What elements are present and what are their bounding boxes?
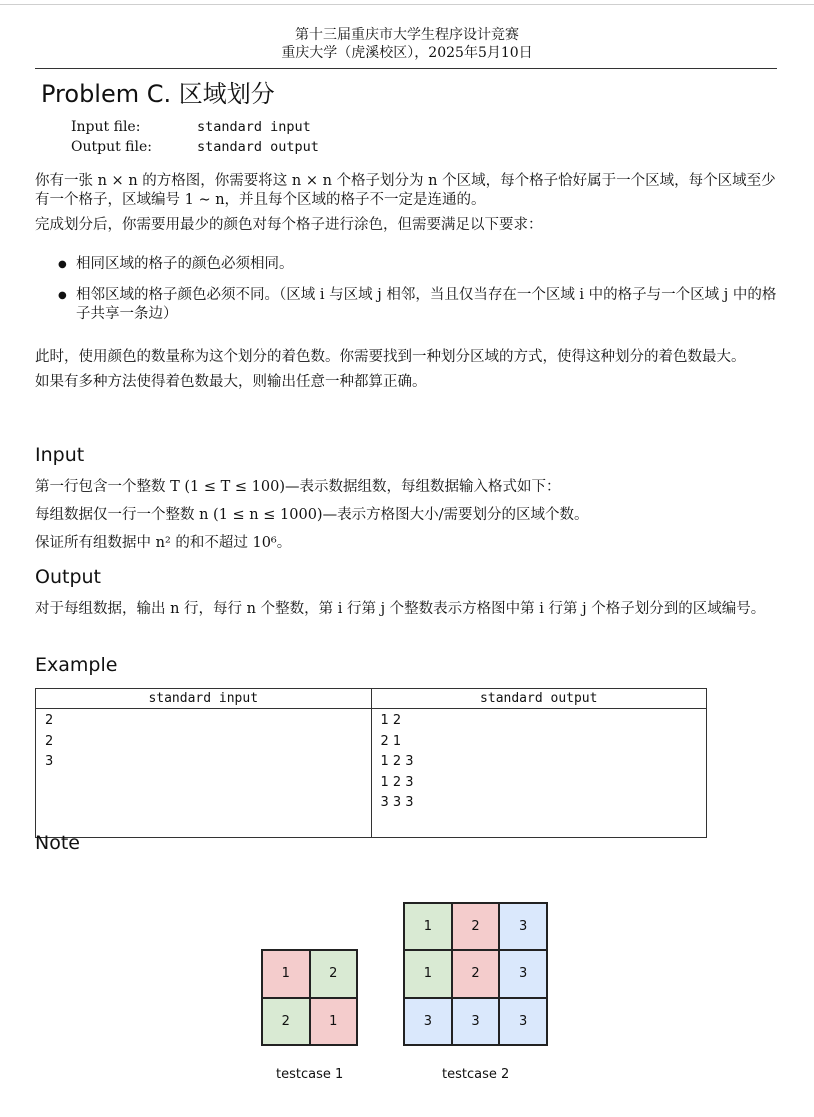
example-heading: Example [35,654,118,676]
grid-cell: 3 [499,998,547,1045]
example-output-line: 1 2 3 [380,774,414,790]
grid-cell: 1 [404,903,452,950]
requirements-list [35,255,777,324]
input-line-1: 第一行包含一个整数 T (1 ≤ T ≤ 100)—表示数据组数，每组数据输入格式如下： [35,479,561,495]
io-files [71,117,319,157]
grid-cell: 2 [452,903,500,950]
top-border [0,4,814,5]
output-file-label: Output file: [71,139,152,155]
header-rule [35,68,777,69]
example-input-line: 2 [45,713,54,728]
input-description [35,478,777,559]
example-output-header: standard output [371,689,707,709]
example-input-line: 2 [45,733,54,749]
testcase-2-caption: testcase 2 [442,1067,510,1082]
contest-name: 第十三届重庆市大学生程序设计竞赛 [295,27,519,43]
grid-cell: 3 [452,998,500,1045]
input-file-label: Input file: [71,119,141,135]
input-line-2: 每组数据仅一行一个整数 n (1 ≤ n ≤ 1000)—表示方格图大小/需要划分的区域个数。 [35,507,589,523]
output-file-value: standard output [197,139,319,155]
input-line-3: 保证所有组数据中 n² 的和不超过 10⁶。 [35,535,292,551]
statement-paragraph-4: 如果有多种方法使得着色数最大，则输出任意一种都算正确。 [35,374,427,390]
testcase-1-caption: testcase 1 [276,1067,344,1082]
input-heading: Input [35,444,85,466]
grid-cell: 3 [499,903,547,950]
note-heading: Note [35,832,80,854]
statement-paragraph-3: 此时，使用颜色的数量称为这个划分的着色数。你需要找到一种划分区域的方式，使得这种划分的着色数最大。 [35,349,746,365]
problem-title: Problem C. 区域划分 [41,80,275,108]
contest-venue-date: 重庆大学（虎溪校区），2025年5月10日 [281,45,533,61]
grid-cell: 1 [310,998,358,1046]
statement-paragraph-2: 完成划分后，你需要用最少的颜色对每个格子进行涂色，但需要满足以下要求： [35,217,543,233]
output-description [35,600,777,625]
statement [35,172,777,398]
requirement-item: ● 相同区域的格子的颜色必须相同。 [35,255,777,274]
example-output-line: 1 2 3 [380,754,414,769]
grid-cell: 1 [404,950,452,997]
grid-cell: 2 [310,950,358,998]
example-table [35,688,707,838]
testcase-1-grid [261,949,358,1046]
grid-cell: 2 [262,998,310,1046]
example-output-line: 2 1 [380,733,402,749]
grid-cell: 2 [452,950,500,997]
example-input-header: standard input [36,689,372,709]
example-output-line: 1 2 [380,713,402,728]
grid-cell: 3 [499,950,547,997]
contest-header [0,26,814,62]
output-heading: Output [35,566,101,588]
output-line-1: 对于每组数据，输出 n 行，每行 n 个整数，第 i 行第 j 个整数表示方格图中第 i 行第 j 个格子划分到的区域编号。 [35,601,766,617]
grid-cell: 3 [404,998,452,1045]
requirement-item: ● 相邻区域的格子颜色必须不同。（区域 i 与区域 j 相邻，当且仅当存在一个区域 i 中的格子与一个区域 j 中的格子共享一条边） [35,286,777,324]
grid-cell: 1 [262,950,310,998]
example-input-line: 3 [45,754,54,769]
input-file-value: standard input [197,119,311,135]
example-output-line: 3 3 3 [380,795,414,810]
example-input-cell [36,709,372,838]
statement-paragraph-1: 你有一张 n × n 的方格图，你需要将这 n × n 个格子划分为 n 个区域，每个格子恰好属于一个区域，每个区域至少有一个格子，区域编号 1 ∼ n，并且每个区域的格子不一定是连通的。 [35,173,776,208]
example-output-cell [371,709,707,838]
testcase-2-grid [403,902,548,1046]
